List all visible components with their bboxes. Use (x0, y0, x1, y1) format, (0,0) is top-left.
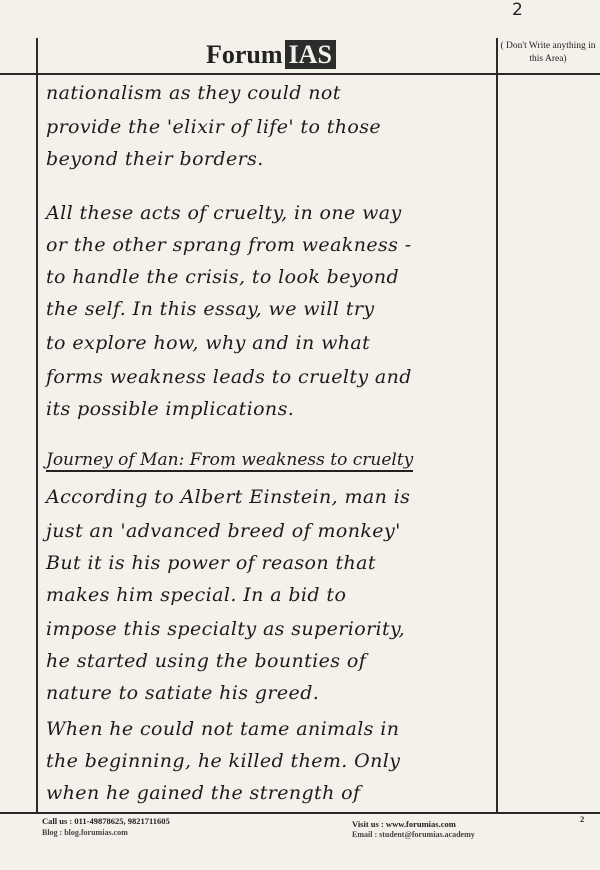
left-margin-line (36, 38, 38, 813)
essay-line: the beginning, he killed them. Only (46, 750, 401, 772)
essay-line: impose this specialty as superiority, (46, 618, 406, 640)
footer-email: Email : student@forumias.academy (352, 830, 475, 839)
essay-line: its possible implications. (46, 398, 295, 420)
essay-line: just an 'advanced breed of monkey' (46, 520, 401, 542)
footer-visit: Visit us : www.forumias.com (352, 819, 456, 829)
margin-note: ( Don't Write anything in this Area) (500, 41, 596, 64)
essay-line: makes him special. In a bid to (46, 584, 347, 606)
essay-line: beyond their borders. (46, 148, 264, 170)
essay-line: When he could not tame animals in (46, 718, 400, 740)
logo-forum-text: Forum (206, 40, 283, 69)
essay-line: provide the 'elixir of life' to those (46, 116, 382, 138)
essay-line: nature to satiate his greed. (46, 682, 320, 704)
essay-line: But it is his power of reason that (46, 552, 376, 574)
essay-line: he started using the bounties of (46, 650, 367, 672)
right-margin-line (496, 38, 498, 813)
essay-line: or the other sprang from weakness - (46, 234, 412, 256)
footer-page-number: 2 (580, 814, 585, 824)
essay-line: the self. In this essay, we will try (46, 298, 375, 320)
essay-line: when he gained the strength of (46, 782, 361, 804)
essay-line: to handle the crisis, to look beyond (46, 266, 400, 288)
footer-rule (0, 812, 600, 814)
essay-line: to explore how, why and in what (46, 332, 371, 354)
logo-ias-text: IAS (285, 40, 336, 69)
essay-line: All these acts of cruelty, in one way (46, 202, 402, 224)
forumias-logo (206, 40, 336, 70)
header-rule (0, 73, 600, 75)
essay-line: nationalism as they could not (46, 82, 341, 104)
essay-line: forms weakness leads to cruelty and (46, 366, 412, 388)
section-heading: Journey of Man: From weakness to cruelty (46, 450, 414, 470)
footer-blog: Blog : blog.forumias.com (42, 828, 128, 837)
footer-call: Call us : 011-49878625, 9821711605 (42, 816, 170, 826)
essay-line: According to Albert Einstein, man is (46, 486, 411, 508)
page-corner-number: 2 (512, 0, 523, 20)
